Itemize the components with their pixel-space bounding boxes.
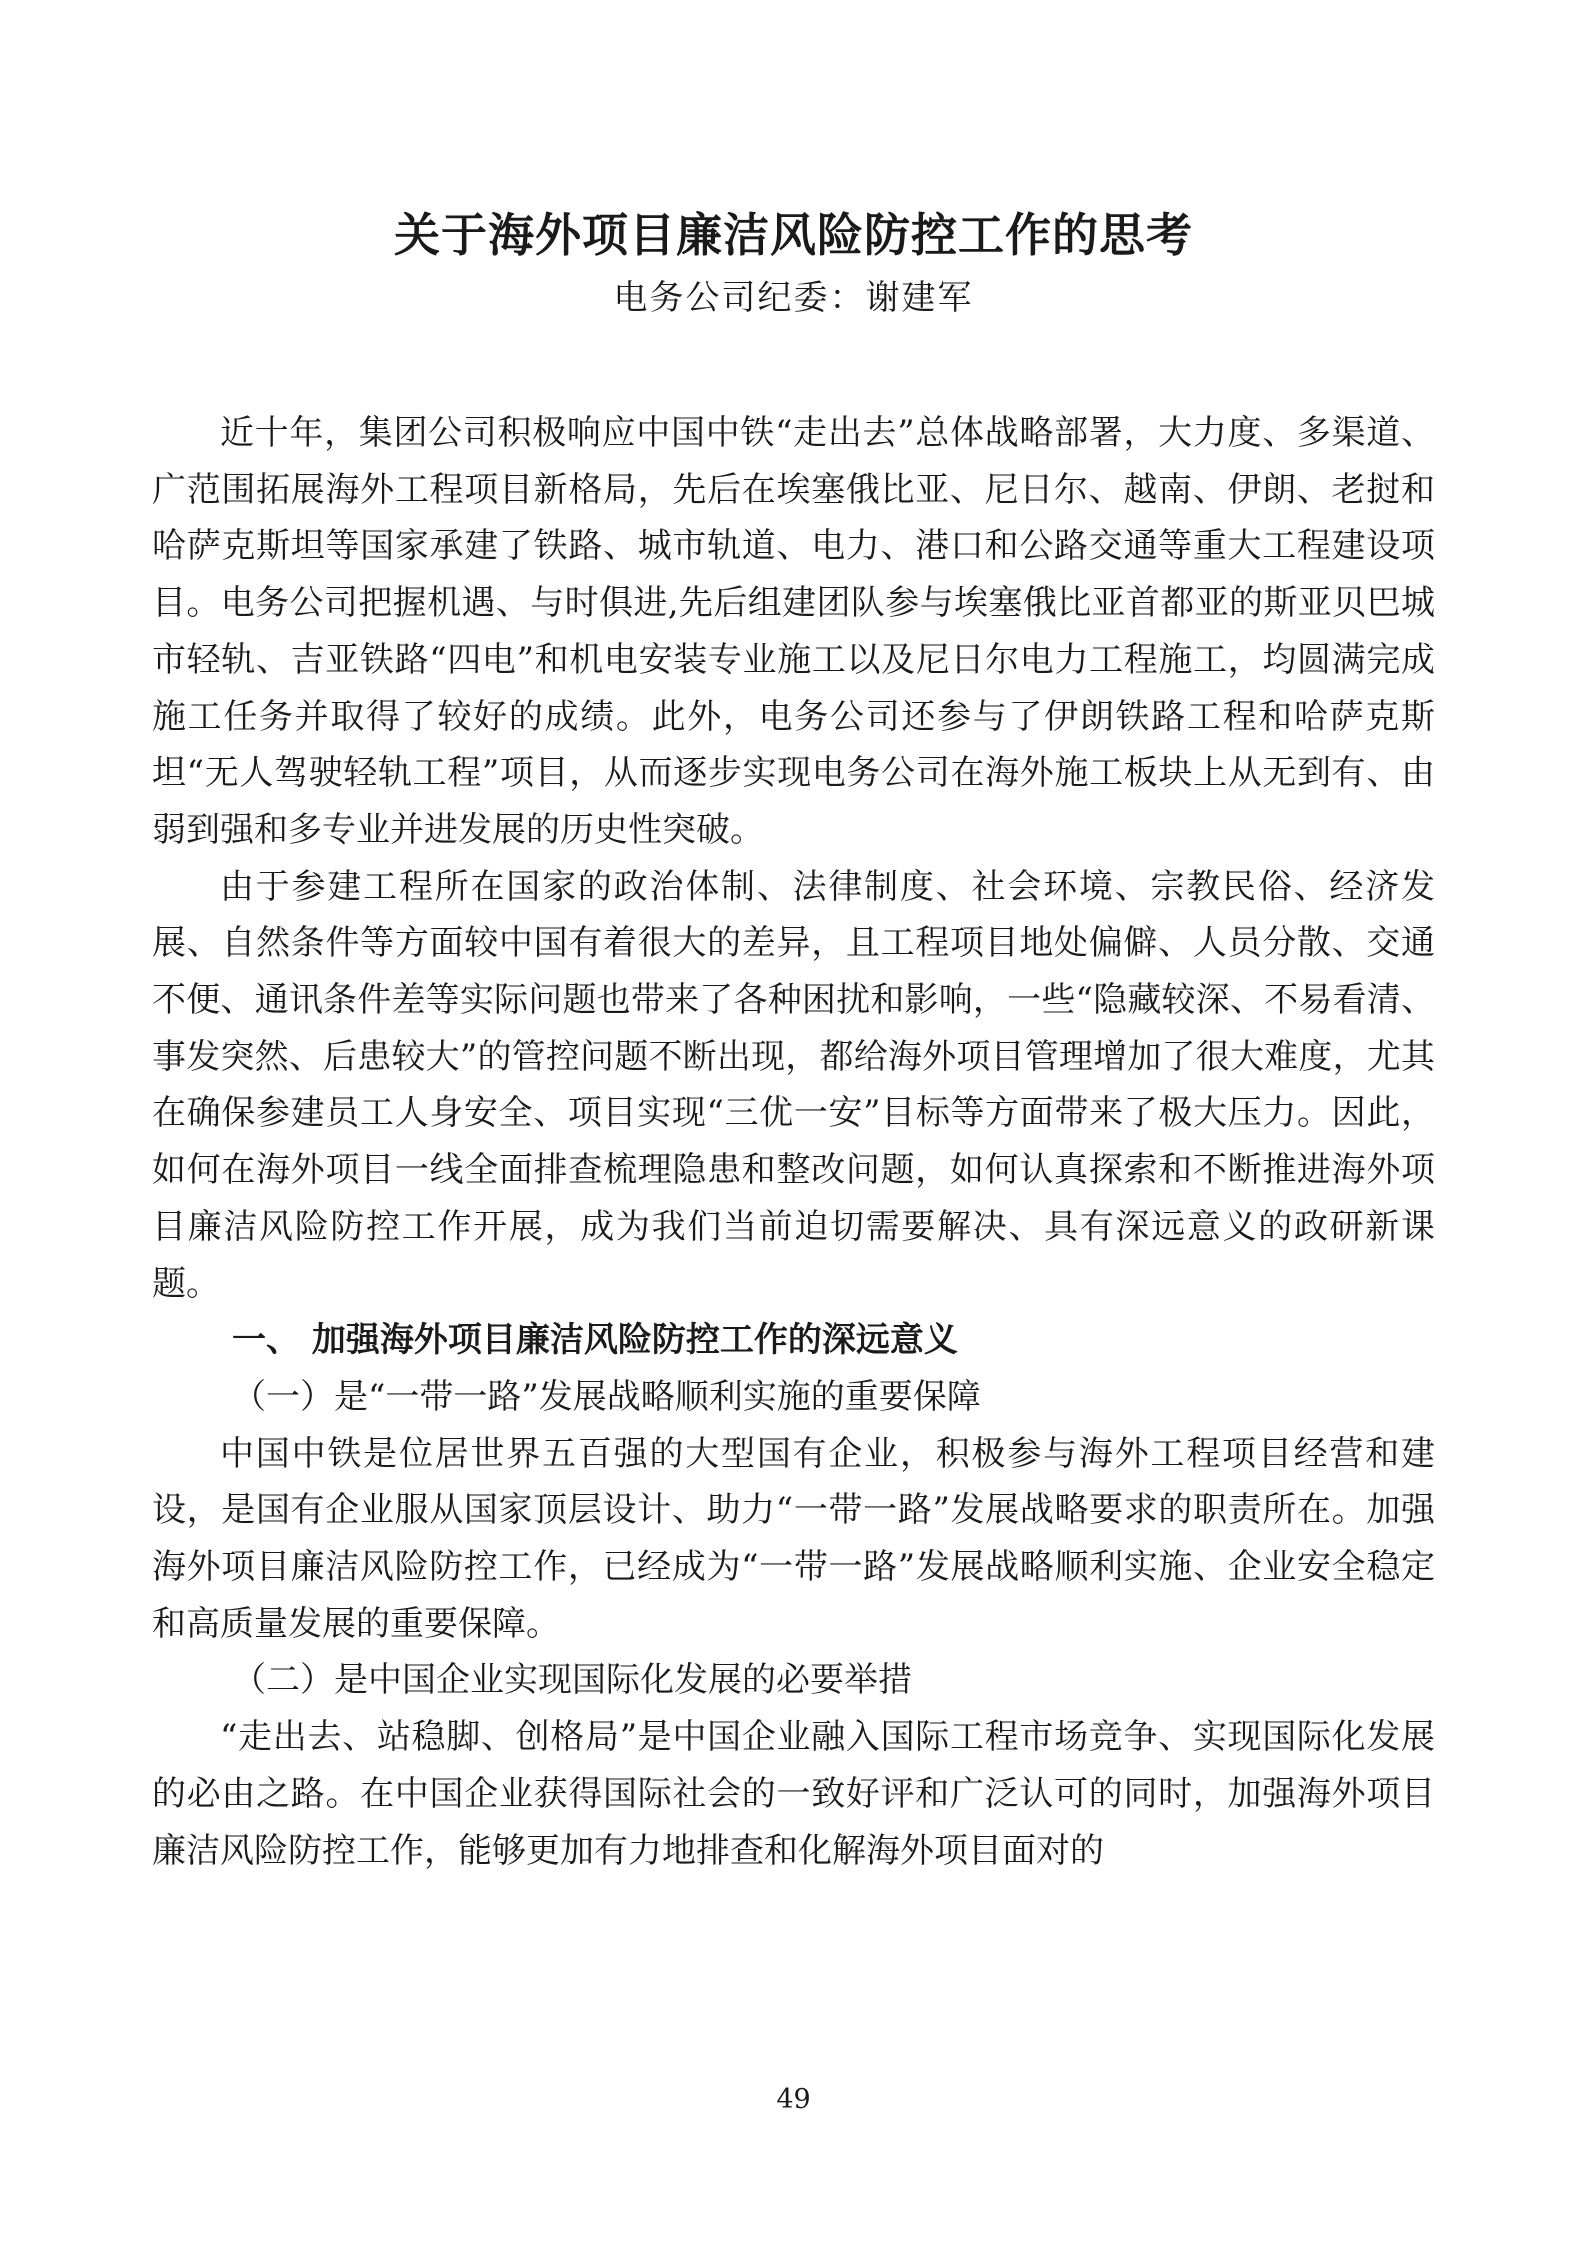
subsection-heading-1: （一）是“一带一路”发展战略顺利实施的重要保障 bbox=[232, 1376, 981, 1417]
document-author: 电务公司纪委：谢建军 bbox=[613, 278, 974, 318]
section-heading-1: 一、 加强海外项目廉洁风险防控工作的深远意义 bbox=[232, 1320, 958, 1361]
paragraph-challenges: 由于参建工程所在国家的政治体制、法律制度、社会环境、宗教民俗、经济发展、自然条件等方面较中国有着很大的差异，且工程项目地处偏僻、人员分散、交通不便、通讯条件差等实际问题也带来了各种困扰和影响，一些“隐藏较深、不易看清、事发突然、后患较大”的管控问题不断出现，都给海外项目管理增加了很大难度，尤其在确保参建员工人身安全、项目实现“三优一安”目标等方面带来了极大压力。因此，如何在海外项目一线全面排查梳理隐患和整改问题，如何认真探索和不断推进海外项目廉洁风险防控工作开展，成为我们当前迫切需要解决、具有深远意义的政研新课题。 bbox=[152, 866, 1435, 1304]
paragraph-internationalization: “走出去、站稳脚、创格局”是中国企业融入国际工程市场竞争、实现国际化发展的必由之路。在中国企业获得国际社会的一致好评和广泛认可的同时，加强海外项目廉洁风险防控工作，能够更加有力地排查和化解海外项目面对的 bbox=[152, 1717, 1435, 1871]
paragraph-intro: 近十年，集团公司积极响应中国中铁“走出去”总体战略部署，大力度、多渠道、广范围拓展海外工程项目新格局，先后在埃塞俄比亚、尼日尔、越南、伊朗、老挝和哈萨克斯坦等国家承建了铁路、城市轨道、电力、港口和公路交通等重大工程建设项目。电务公司把握机遇、与时俱进,先后组建团队参与埃塞俄比亚首都亚的斯亚贝巴城市轻轨、吉亚铁路“四电”和机电安装专业施工以及尼日尔电力工程施工，均圆满完成施工任务并取得了较好的成绩。此外，电务公司还参与了伊朗铁路工程和哈萨克斯坦“无人驾驶轻轨工程”项目，从而逐步实现电务公司在海外施工板块上从无到有、由弱到强和多专业并进发展的历史性突破。 bbox=[152, 413, 1435, 850]
document-title: 关于海外项目廉洁风险防控工作的思考 bbox=[394, 208, 1193, 262]
document-body bbox=[152, 405, 1435, 1879]
page-number: 49 bbox=[776, 2084, 811, 2115]
paragraph-belt-road: 中国中铁是位居世界五百强的大型国有企业，积极参与海外工程项目经营和建设，是国有企业服从国家顶层设计、助力“一带一路”发展战略要求的职责所在。加强海外项目廉洁风险防控工作，已经成为“一带一路”发展战略顺利实施、企业安全稳定和高质量发展的重要保障。 bbox=[152, 1433, 1435, 1644]
subsection-heading-2: （二）是中国企业实现国际化发展的必要举措 bbox=[232, 1660, 912, 1701]
